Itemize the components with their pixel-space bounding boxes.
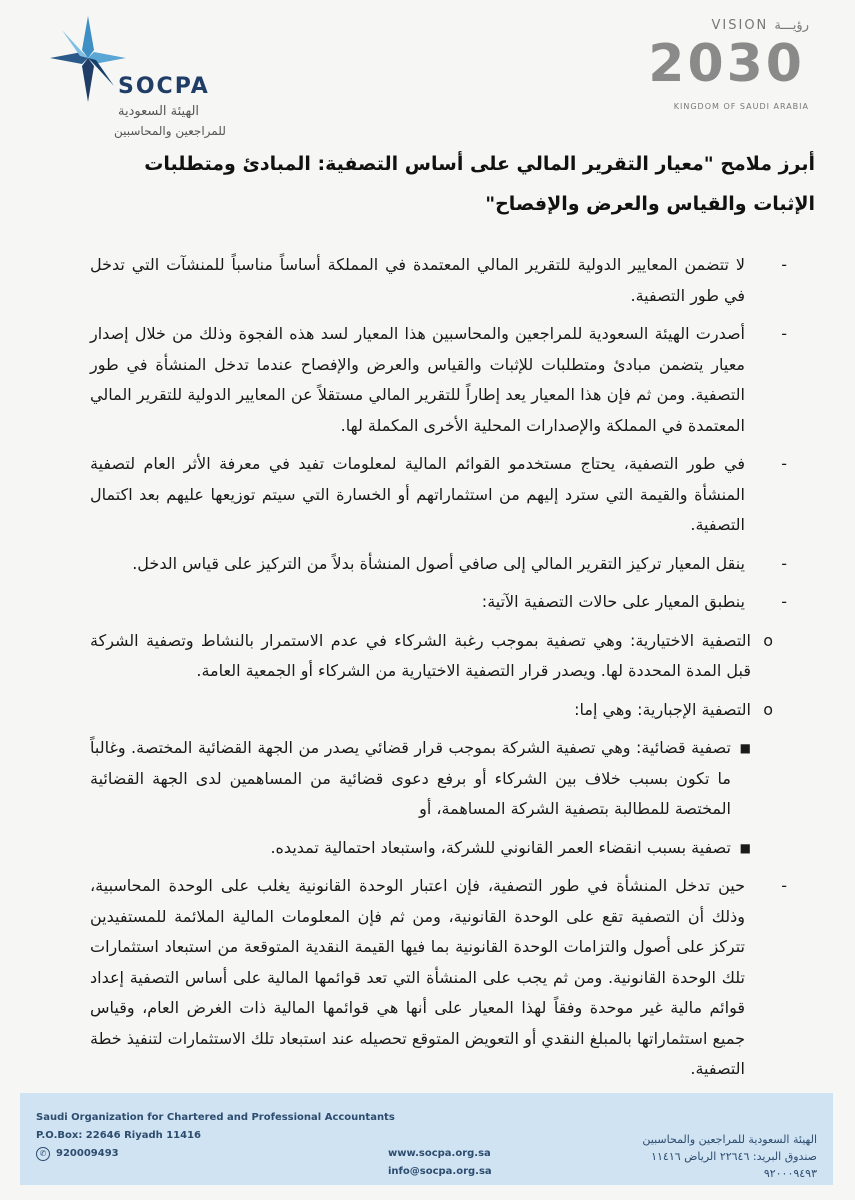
footer-email-link[interactable]: info@socpa.org.sa: [388, 1166, 492, 1177]
paragraph-text: ينقل المعيار تركيز التقرير المالي إلى صافي أصول المنشأة بدلاً من التركيز على قياس الدخل.: [132, 553, 745, 573]
footer-website-link[interactable]: www.socpa.org.sa: [388, 1148, 491, 1159]
paragraph-text: التصفية الإجبارية: وهي إما:: [574, 699, 751, 719]
phone-icon: ✆: [36, 1147, 50, 1161]
bullet-marker: ■: [739, 741, 751, 755]
vision-label: VISION رؤيـــة: [711, 18, 809, 33]
paragraph-text: حين تدخل المنشأة في طور التصفية، فإن اعتبار الوحدة القانونية يغلب على الوحدة المحاسبية، وذلك أن التصفية تقع على الوحدة القانونية، ومن ثم فإن المعلومات المالية الملائمة للمستفيدين تتركز على أصول والتزامات الوحدة القانونية بما فيها القيمة النقدية المتوقعة من استبعاد استثمارات تلك الوحدة القانونية. ومن ثم يجب على المنشأة التي تعد قوائمها المالية على أساس التصفية إعداد قوائم مالية غير موحدة وفقاً لهذا المعيار على أنها هي قوائمها المالية ذات الغرض العام، وقياس جميع استثماراتها بالمبلغ النقدي أو التعويض المتوقع تحصيله عند استبعاد تلك الاستثمارات لتنفيذ خطة التصفية.: [90, 876, 745, 1078]
footer-phone-ar: ٩٢٠٠٠٩٤٩٣: [763, 1167, 817, 1180]
bullet-paragraph: [90, 250, 787, 311]
paragraph-text: في طور التصفية، يحتاج مستخدمو القوائم المالية لمعلومات تفيد في معرفة الأثر العام لتصفية المنشأة والقيمة التي سترد إليهم من استثماراتهم أو الخسارة التي سيتم توزيعها عليهم بعد اكتمال التصفية.: [90, 454, 745, 534]
sub-sub-bullet-paragraph: [90, 733, 753, 825]
bullet-paragraph: [90, 587, 787, 618]
sub-bullet-paragraph: [90, 626, 773, 687]
sub-bullet-paragraph: [90, 695, 773, 726]
footer-pobox-ar: صندوق البريد: ٢٢٦٤٦ الرياض ١١٤١٦: [651, 1150, 817, 1163]
footer-org-en: Saudi Organization for Chartered and Professional Accountants: [36, 1112, 395, 1123]
paragraph-text: التصفية الاختيارية: وهي تصفية بموجب رغبة الشركاء في عدم الاستمرار بالنشاط وتصفية الشركة قبل المدة المحددة لها. ويصدر قرار التصفية الاختيارية من الشركاء أو الجمعية العامة.: [90, 630, 751, 680]
bullet-marker: o: [763, 699, 773, 719]
footer-web-contact: [388, 1145, 492, 1181]
bullet-marker: o: [763, 630, 773, 650]
footer-english-contact: [36, 1109, 395, 1163]
bullet-marker: ■: [739, 840, 751, 855]
sub-sub-bullet-paragraph: [90, 833, 753, 864]
footer-pobox-en: P.O.Box: 22646 Riyadh 11416: [36, 1130, 202, 1141]
paragraph-text: لا تتضمن المعايير الدولية للتقرير المالي المعتمدة في المملكة أساساً مناسباً للمنشآت التي تدخل في طور التصفية.: [90, 255, 745, 305]
socpa-arabic-line1: الهيئة السعودية: [118, 104, 200, 119]
vision-year: 2030: [648, 34, 805, 94]
bullet-marker: -: [781, 592, 787, 611]
footer-org-ar: الهيئة السعودية للمراجعين والمحاسبين: [642, 1133, 817, 1146]
paragraph-text: ينطبق المعيار على حالات التصفية الآتية:: [481, 592, 745, 611]
bullet-marker: -: [781, 876, 787, 895]
socpa-wordmark: SOCPA: [118, 74, 210, 99]
footer-phone: 920009493: [56, 1148, 119, 1159]
bullet-paragraph: [90, 449, 787, 541]
footer-phone-row: [36, 1145, 395, 1163]
document-title: أبرز ملامح "معيار التقرير المالي على أساس التصفية: المبادئ ومتطلبات الإثبات والقياس والعرض والإفصاح": [144, 153, 815, 215]
bullet-marker: -: [781, 324, 787, 343]
bullet-paragraph: [90, 319, 787, 441]
document-body: [90, 250, 787, 1131]
footer-arabic-contact: [642, 1131, 817, 1182]
paragraph-text: تصفية بسبب انقضاء العمر القانوني للشركة، واستبعاد احتمالية تمديده.: [270, 837, 731, 857]
bullet-marker: -: [781, 553, 787, 573]
bullet-paragraph: [90, 871, 787, 1085]
socpa-logo: [48, 14, 258, 144]
socpa-star-icon: [48, 14, 128, 104]
paragraph-text: أصدرت الهيئة السعودية للمراجعين والمحاسبين هذا المعيار لسد هذه الفجوة وذلك من خلال إصدار معيار يتضمن مبادئ ومتطلبات للإثبات والقياس والعرض والإفصاح عندما تدخل المنشأة في طور التصفية. ومن ثم فإن هذا المعيار يعد إطاراً للتقرير المالي مستقلاً عن المعايير الدولية للتقرير المالي المعتمدة في المملكة والإصدارات المحلية الأخرى المكملة لها.: [90, 324, 745, 435]
vision-country: KINGDOM OF SAUDI ARABIA: [673, 102, 809, 111]
bullet-paragraph: [90, 549, 787, 580]
paragraph-text: تصفية قضائية: وهي تصفية الشركة بموجب قرار قضائي يصدر من الجهة القضائية المختصة. وغالباً ما تكون بسبب خلاف بين الشركاء أو برفع دعوى قضائية من المساهمين لدى الجهة القضائية المختصة للمطالبة بتصفية الشركة المساهمة، أو: [90, 738, 731, 818]
bullet-marker: -: [781, 454, 787, 473]
socpa-arabic-line2: للمراجعين والمحاسبين: [114, 124, 226, 138]
bullet-marker: -: [781, 255, 787, 274]
vision-2030-logo: [639, 18, 809, 128]
footer-bar: [20, 1093, 833, 1185]
